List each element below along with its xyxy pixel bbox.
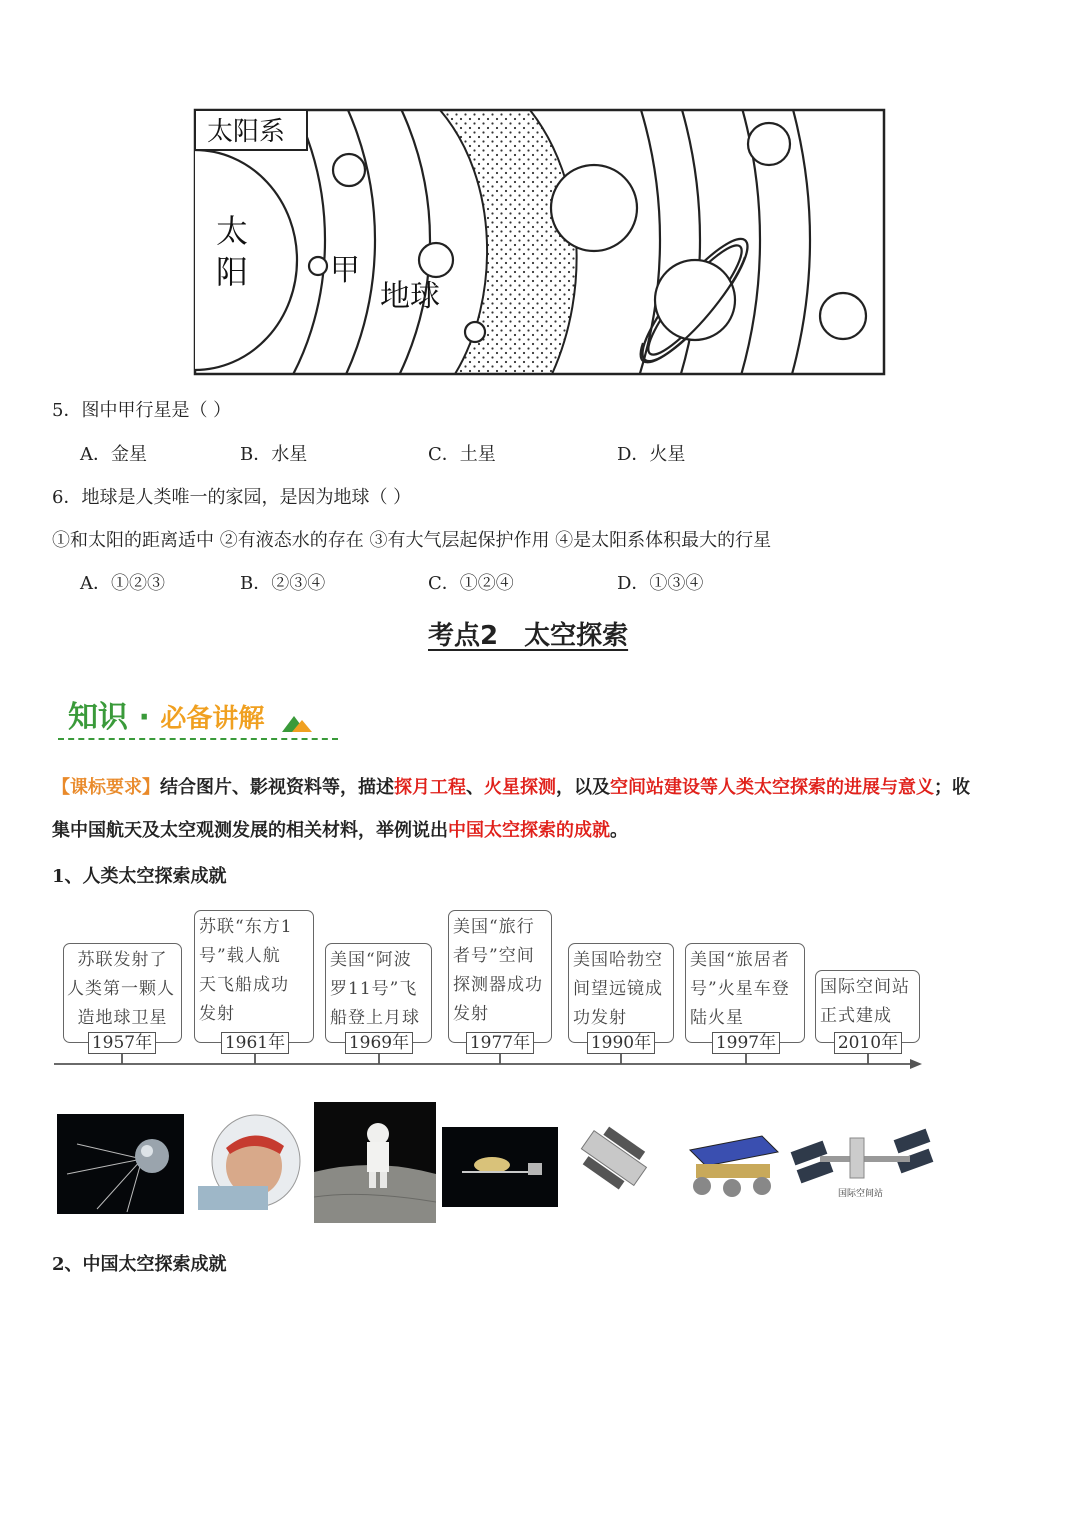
timeline-text: 美国哈勃空 [573,950,663,970]
planet-jia [309,257,327,275]
sun-label-2: 阳 [216,253,249,291]
requirement-text: ；收 [934,777,970,798]
solar-system-diagram [190,107,888,377]
timeline-text: 号”火星车登 [690,979,790,999]
q5-stem: 5．图中甲行星是（ ） [52,400,232,421]
gagarin-image [188,1106,310,1210]
banner-part1: 知识 [68,700,128,735]
hubble-image [566,1118,664,1202]
timeline-text: 船登上月球 [330,1008,420,1028]
timeline-text: 苏联“东方1 [199,917,293,937]
iss-image [790,1118,935,1204]
timeline-year-1977: 1977年 [466,1032,534,1054]
voyager-image [442,1127,558,1207]
timeline-text: 探测器成功 [453,975,543,995]
heading-china-achievements: 2、中国太空探索成就 [52,1254,227,1275]
timeline-text: 功发射 [573,1008,627,1028]
q5-option-d: D．火星 [617,444,686,465]
timeline-text: 号”载人航 [199,946,281,966]
planet-earth [419,243,453,277]
heading-human-achievements: 1、人类太空探索成就 [52,866,227,887]
timeline-text: 陆火星 [690,1008,744,1028]
requirement-highlight: 中国太空探索的成就 [448,820,610,841]
timeline-box-1961 [194,910,314,1043]
timeline-year-2010: 2010年 [834,1032,902,1054]
timeline-text: 苏联发射了 [77,950,168,970]
planet-jupiter [551,165,637,251]
sun-label-1: 太 [216,212,249,250]
timeline-box-1969 [325,943,432,1043]
timeline-text: 发射 [199,1004,235,1024]
diagram-title: 太阳系 [207,117,286,147]
requirement-text: 结合图片、影视资料等，描述 [160,777,394,798]
mountain-icon [282,712,312,734]
timeline-year-1969: 1969年 [345,1032,413,1054]
timeline-text: 人类第一颗人 [67,979,175,999]
timeline-year-1957: 1957年 [88,1032,156,1054]
requirement-highlight: 探月工程 [394,777,466,798]
moon-landing-image [314,1102,436,1223]
q6-stem: 6．地球是人类唯一的家园，是因为地球（ ） [52,487,412,508]
mars-rover-image [682,1122,786,1202]
q5-option-a: A．金星 [80,444,147,465]
q6-option-c: C．①②④ [428,573,514,594]
requirement-tag: 【课标要求】 [52,777,160,798]
timeline-text: 造地球卫星 [77,1008,168,1028]
planet-mars [465,322,485,342]
banner-dot: · [138,700,150,735]
timeline-box-1957 [63,943,182,1043]
earth-label: 地球 [380,279,440,314]
planet-uranus [748,123,790,165]
q5-option-b: B．水星 [240,444,308,465]
timeline-text: 间望远镜成 [573,979,663,999]
timeline-text: 国际空间站 [820,977,910,997]
requirement-highlight: 火星探测 [484,777,556,798]
q6-option-b: B．②③④ [240,573,326,594]
timeline-axis [52,1053,924,1073]
requirement-line2 [52,809,628,852]
banner-part2: 必备讲解 [160,704,265,734]
timeline-text: 美国“旅居者 [690,950,790,970]
timeline-text: 美国“阿波 [330,950,412,970]
timeline-year-1961: 1961年 [221,1032,289,1054]
requirement-text: ，以及 [556,777,610,798]
timeline-box-1990 [568,943,674,1043]
timeline-year-1990: 1990年 [587,1032,655,1054]
knowledge-banner [58,690,340,742]
iss-caption: 国际空间站 [838,1189,884,1199]
planet-neptune [820,293,866,339]
timeline-year-1997: 1997年 [712,1032,780,1054]
requirement-line1 [52,766,970,809]
timeline-text: 罗11号”飞 [330,979,418,999]
planet-jia-label: 甲 [330,253,360,288]
timeline-text: 正式建成 [820,1006,892,1026]
requirement-text: 、 [466,777,484,798]
sputnik-image [57,1114,184,1214]
q5-option-c: C．土星 [428,444,496,465]
timeline-text: 者号”空间 [453,946,535,966]
requirement-text: 集中国航天及太空观测发展的相关材料，举例说出 [52,820,448,841]
timeline-text: 美国“旅行 [453,917,535,937]
planet-venus [333,154,365,186]
timeline-box-1977 [448,910,552,1043]
section-title: 考点2 太空探索 [428,621,629,651]
timeline-text: 发射 [453,1004,489,1024]
requirement-text: 。 [610,820,628,841]
q6-statements: ①和太阳的距离适中 ②有液态水的存在 ③有大气层起保护作用 ④是太阳系体积最大的行星 [52,530,772,551]
q6-option-d: D．①③④ [617,573,704,594]
timeline-text: 天飞船成功 [199,975,289,995]
requirement-highlight: 空间站建设等人类太空探索的进展与意义 [610,777,934,798]
q6-option-a: A．①②③ [80,573,165,594]
timeline-box-1997 [685,943,805,1043]
